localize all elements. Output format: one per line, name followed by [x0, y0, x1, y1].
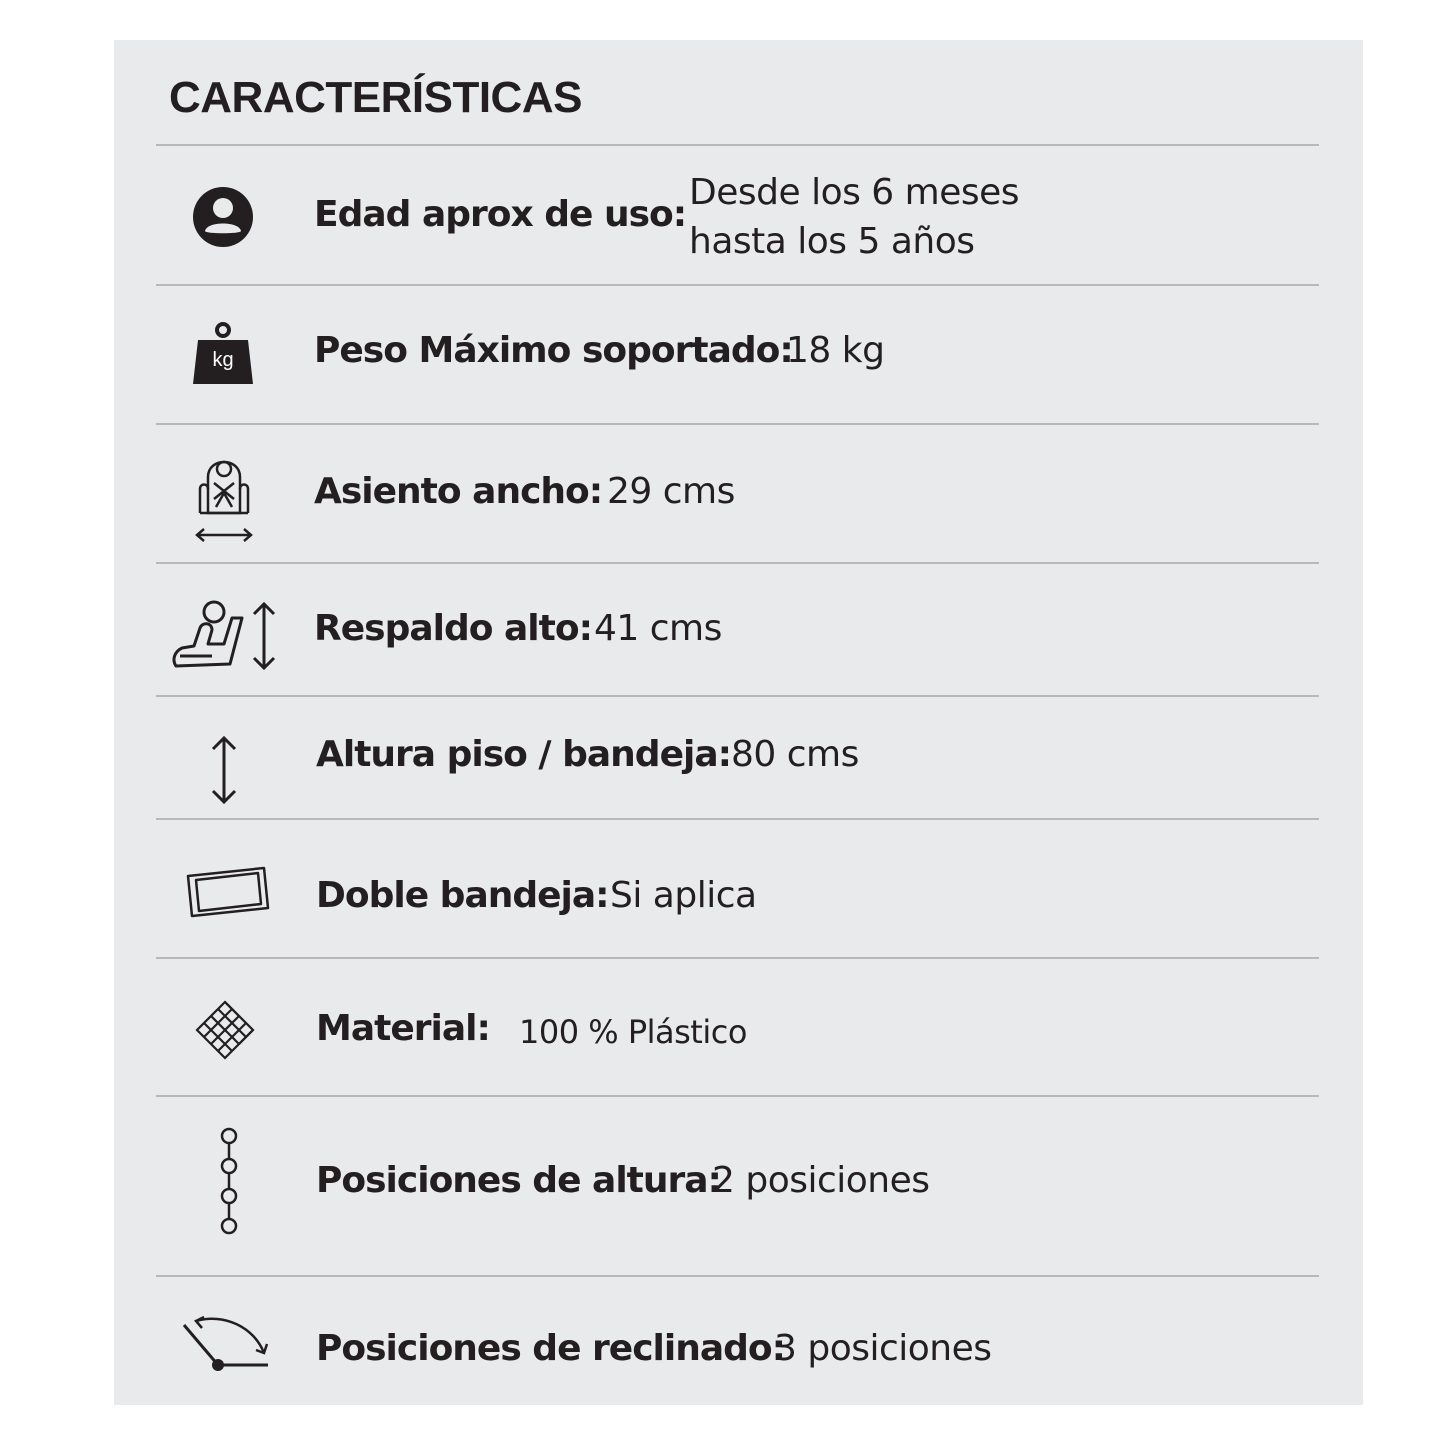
feature-row-recline-positions: [114, 1277, 1363, 1405]
height-positions-icon: [218, 1127, 240, 1237]
feature-row-floor-height: [114, 697, 1363, 817]
weight-unit-text: kg: [212, 349, 234, 371]
feature-value: 29 cms: [607, 471, 735, 512]
feature-row-material: [114, 959, 1363, 1095]
recline-icon: [180, 1315, 272, 1375]
feature-value: [689, 168, 1019, 266]
tray-icon: [186, 864, 270, 920]
feature-value: 18 kg: [786, 330, 885, 371]
feature-value: 80 cms: [731, 734, 859, 775]
section-title: CARACTERÍSTICAS: [169, 73, 582, 122]
feature-value: 100 % Plástico: [519, 1013, 747, 1051]
characteristics-panel: [114, 40, 1363, 1405]
seat-width-icon: [194, 449, 254, 545]
feature-label: Posiciones de altura:: [316, 1160, 721, 1201]
vertical-arrow-icon: [210, 735, 238, 805]
feature-row-age: [114, 146, 1363, 284]
feature-label: Respaldo alto:: [314, 608, 592, 649]
feature-row-height-positions: [114, 1097, 1363, 1275]
feature-label: Material:: [316, 1008, 490, 1049]
feature-value: 2 posiciones: [712, 1160, 930, 1201]
seat-height-icon: [172, 600, 278, 672]
weight-kg-icon: [192, 322, 254, 384]
feature-label: Asiento ancho:: [314, 471, 603, 512]
material-knot-icon: [194, 999, 256, 1061]
person-icon: [192, 186, 254, 248]
feature-value-line2: hasta los 5 años: [689, 221, 975, 262]
feature-row-backrest: [114, 564, 1363, 695]
feature-row-seat-width: [114, 425, 1363, 562]
feature-label: Edad aprox de uso:: [314, 194, 687, 235]
feature-label: Doble bandeja:: [316, 875, 609, 916]
feature-value: Si aplica: [610, 875, 757, 916]
feature-value-line1: Desde los 6 meses: [689, 172, 1020, 213]
feature-value: 3 posiciones: [774, 1328, 992, 1369]
feature-value: 41 cms: [594, 608, 722, 649]
feature-row-double-tray: [114, 820, 1363, 957]
feature-row-weight: [114, 286, 1363, 423]
feature-label: Posiciones de reclinado:: [316, 1328, 786, 1369]
feature-label: Peso Máximo soportado:: [314, 330, 793, 371]
feature-label: Altura piso / bandeja:: [316, 734, 732, 775]
